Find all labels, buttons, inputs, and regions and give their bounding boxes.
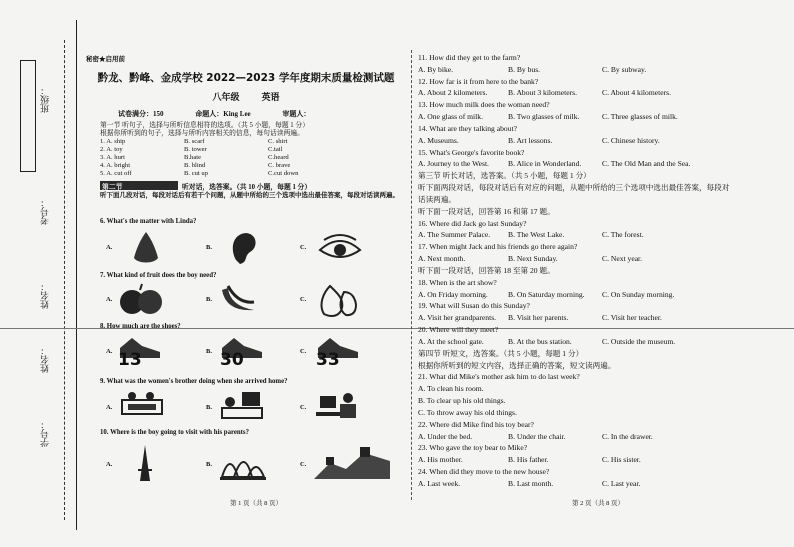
binding-strip <box>0 0 80 547</box>
q8-pictures: A. 13 B. 30 C. 33 <box>100 334 400 370</box>
people-computer-icon <box>314 390 362 422</box>
answer-option: A. One glass of milk. <box>418 112 483 122</box>
answer-option: C. On Sunday morning. <box>602 289 675 299</box>
answer-option: C. Last year. <box>602 478 641 488</box>
pear-icon <box>314 282 360 318</box>
question-text: 听下面一段对话，回答第 18 至第 20 题。 <box>418 265 555 275</box>
answer-option: C. The Old Man and the Sea. <box>602 159 691 169</box>
opera-house-icon <box>218 443 268 483</box>
answer-option: A. About 2 kilometers. <box>418 88 488 98</box>
question-text: 20. Where will they meet? <box>418 325 499 335</box>
class-field: 班级： <box>40 86 50 113</box>
question-text: A. To clean his room. <box>418 384 484 394</box>
section1-heading: 第一节 听句子，选择与所听信息相符的选项。（共 5 小题，每题 1 分） <box>100 122 310 129</box>
binding-box-1 <box>20 60 36 172</box>
question-line <box>418 301 778 310</box>
question-line <box>418 372 778 381</box>
price-30: 30 <box>220 350 244 370</box>
q9-pictures: A. B. C. <box>100 390 400 426</box>
question-line <box>418 183 778 192</box>
reviewer: 审题人： <box>282 110 311 118</box>
answer-option: B. By bus. <box>508 64 541 74</box>
q3-options: 3. A. hurt B.hate C.heard <box>100 154 289 161</box>
question-line <box>418 361 778 370</box>
answer-option: A. On Friday morning. <box>418 289 488 299</box>
question-line <box>418 408 778 417</box>
question-text: 24. When did they move to the new house? <box>418 467 550 477</box>
page-number-1: 第 1 页（共 8 页） <box>230 500 282 507</box>
answer-option: C. Outside the museum. <box>602 336 676 346</box>
q10-pictures: A. B. C. <box>100 443 400 485</box>
answer-option: B. Art lessons. <box>508 135 553 145</box>
eiffel-tower-icon <box>130 443 160 483</box>
answer-option: A. By bike. <box>418 64 454 74</box>
full-score: 试卷满分：150 <box>118 110 164 118</box>
question-line <box>418 349 778 358</box>
section2-instruction: 听下面几段对话，每段对话后有若干个问题，从题中所给的三个选项中选出最佳答案，每段对话读两遍。 <box>100 192 399 199</box>
question-text: 15. What's George's favorite book? <box>418 147 525 157</box>
question-line <box>418 124 778 133</box>
exam-meta <box>118 109 408 119</box>
question-text: 听下面一段对话，回答第 16 和第 17 题。 <box>418 206 555 216</box>
secret-mark: 秘密★启用前 <box>86 56 125 63</box>
grade-label: 八年级 <box>212 93 240 103</box>
question-line <box>418 148 778 157</box>
question-line <box>418 443 778 452</box>
question-text: 12. How far is it from here to the bank? <box>418 76 539 86</box>
question-text: 21. What did Mike's mother ask him to do last week? <box>418 372 580 382</box>
question-line <box>418 207 778 216</box>
q8-text: 8. How much are the shoes? <box>100 323 181 330</box>
question-line <box>418 384 778 393</box>
question-line <box>418 77 778 86</box>
binding-dashed-line <box>64 40 65 520</box>
q4-options: 4. A. bright B. blind C. brave <box>100 162 291 169</box>
question-text: 22. Where did Mike find his toy bear? <box>418 419 534 429</box>
question-text: C. To throw away his old things. <box>418 407 517 417</box>
answer-option: A. Visit her grandparents. <box>418 313 497 323</box>
answer-option: C. Visit her teacher. <box>602 313 662 323</box>
answer-option: B. Last month. <box>508 478 554 488</box>
question-text: 17. When might Jack and his friends go there again? <box>418 242 578 252</box>
price-33: 33 <box>316 350 340 370</box>
section1-instruction: 根据你所听到的句子，选择与所听内容相关的信息，每句话读两遍。 <box>100 130 304 137</box>
question-line <box>418 467 778 476</box>
question-line <box>418 171 778 180</box>
question-text: 13. How much milk does the woman need? <box>418 100 550 110</box>
ear-icon <box>226 230 262 266</box>
answer-option: C. His sister. <box>602 455 641 465</box>
question-text: B. To clear up his old things. <box>418 396 506 406</box>
q7-pictures: A. B. C. <box>100 282 400 318</box>
question-line <box>418 100 778 109</box>
tv-family-icon <box>218 390 266 422</box>
nose-icon <box>126 230 166 266</box>
answer-option: A. His mother. <box>418 455 463 465</box>
question-text: 23. Who gave the toy bear to Mike? <box>418 443 528 453</box>
setter: 命题人：King Lee <box>195 110 251 118</box>
q7-text: 7. What kind of fruit does the boy need? <box>100 272 217 279</box>
answer-option: C. Three glasses of milk. <box>602 112 678 122</box>
question-line <box>418 420 778 429</box>
answer-option: A. Last week. <box>418 478 461 488</box>
q6-pictures: A. B. C. <box>100 230 400 266</box>
great-wall-icon <box>312 443 392 483</box>
page-number-2: 第 2 页（共 8 页） <box>572 500 624 507</box>
answer-option: B. Visit her parents. <box>508 313 569 323</box>
question-line <box>418 266 778 275</box>
answer-option: C. The forest. <box>602 230 644 240</box>
answer-option: A. Under the bed. <box>418 431 473 441</box>
question-text: 根据你所听到的短文内容，选择正确的答案，短文读两遍。 <box>418 360 616 370</box>
question-line <box>418 278 778 287</box>
banana-icon <box>218 282 258 318</box>
answer-option: B. The West Lake. <box>508 230 565 240</box>
q5-options: 5. A. cut off B. cut up C.cut down <box>100 170 299 177</box>
question-text: 11. How did they get to the farm? <box>418 53 521 62</box>
name-field: 姓名： <box>40 282 50 309</box>
name-field-2: 姓名： <box>40 346 50 373</box>
exam-subtitle <box>96 90 396 103</box>
eye-icon <box>316 230 364 266</box>
apple-icon <box>118 282 164 318</box>
student-number-field: 学号： <box>40 420 50 447</box>
question-line <box>418 242 778 251</box>
answer-option: A. Museums. <box>418 135 459 145</box>
q1-options: 1. A. ship B. scarf C. shirt <box>100 138 288 145</box>
question-text: 听下面两段对话，每段对话后有对应的问题，从题中所给的三个选项中选出最佳答案，每段对 <box>418 183 730 193</box>
column-divider <box>411 50 412 500</box>
answer-option: A. The Summer Palace. <box>418 230 491 240</box>
question-line <box>418 219 778 228</box>
question-text: 19. What will Susan do this Sunday? <box>418 301 530 311</box>
answer-option: B. At the bus station. <box>508 336 572 346</box>
answer-option: A. At the school gate. <box>418 336 484 346</box>
price-13: 13 <box>118 350 142 370</box>
question-text: 第四节 听短文，选答案。（共 5 小题，每题 1 分） <box>418 348 584 358</box>
q6-text: 6. What's the matter with Linda? <box>100 218 197 225</box>
q9-text: 9. What was the women's brother doing when she arrived home? <box>100 378 288 385</box>
question-text: 第三节 听长对话，选答案。（共 5 小题，每题 1 分） <box>418 171 591 181</box>
answer-option: B. On Saturday morning. <box>508 289 585 299</box>
question-text: 16. Where did Jack go last Sunday? <box>418 218 527 228</box>
answer-option: B. About 3 kilometers. <box>508 88 577 98</box>
exam-number-field: 考号： <box>40 198 50 225</box>
section2-banner: 第二节 听对话，选答案。（共 10 小题，每题 1 分） <box>100 181 400 190</box>
question-line <box>418 325 778 334</box>
answer-option: B. Next Sunday. <box>508 254 558 264</box>
answer-option: C. Next year. <box>602 254 643 264</box>
question-line <box>418 195 778 204</box>
answer-option: C. About 4 kilometers. <box>602 88 671 98</box>
answer-option: A. Journey to the West. <box>418 159 489 169</box>
question-text: 话读两遍。 <box>418 194 456 204</box>
q10-text: 10. Where is the boy going to visit with his parents? <box>100 429 249 436</box>
answer-option: B. Alice in Wonderland. <box>508 159 582 169</box>
subject-label: 英语 <box>261 93 280 103</box>
q2-options: 2. A. toy B. tower C.tail <box>100 146 283 153</box>
question-line <box>418 396 778 405</box>
answer-option: C. In the drawer. <box>602 431 653 441</box>
answer-option: C. By subway. <box>602 64 647 74</box>
binding-solid-line <box>76 20 77 530</box>
answer-option: A. Next month. <box>418 254 466 264</box>
question-line <box>418 53 778 62</box>
answer-option: B. Two glasses of milk. <box>508 112 580 122</box>
exam-title: 黔龙、黔峰、金成学校 2022—2023 学年度期末质量检测试题 <box>97 72 395 84</box>
answer-option: B. Under the chair. <box>508 431 566 441</box>
question-text: 14. What are they talking about? <box>418 123 517 133</box>
people-reading-icon <box>118 390 166 422</box>
question-text: 18. When is the art show? <box>418 277 497 287</box>
answer-option: B. His father. <box>508 455 549 465</box>
answer-option: C. Chinese history. <box>602 135 660 145</box>
